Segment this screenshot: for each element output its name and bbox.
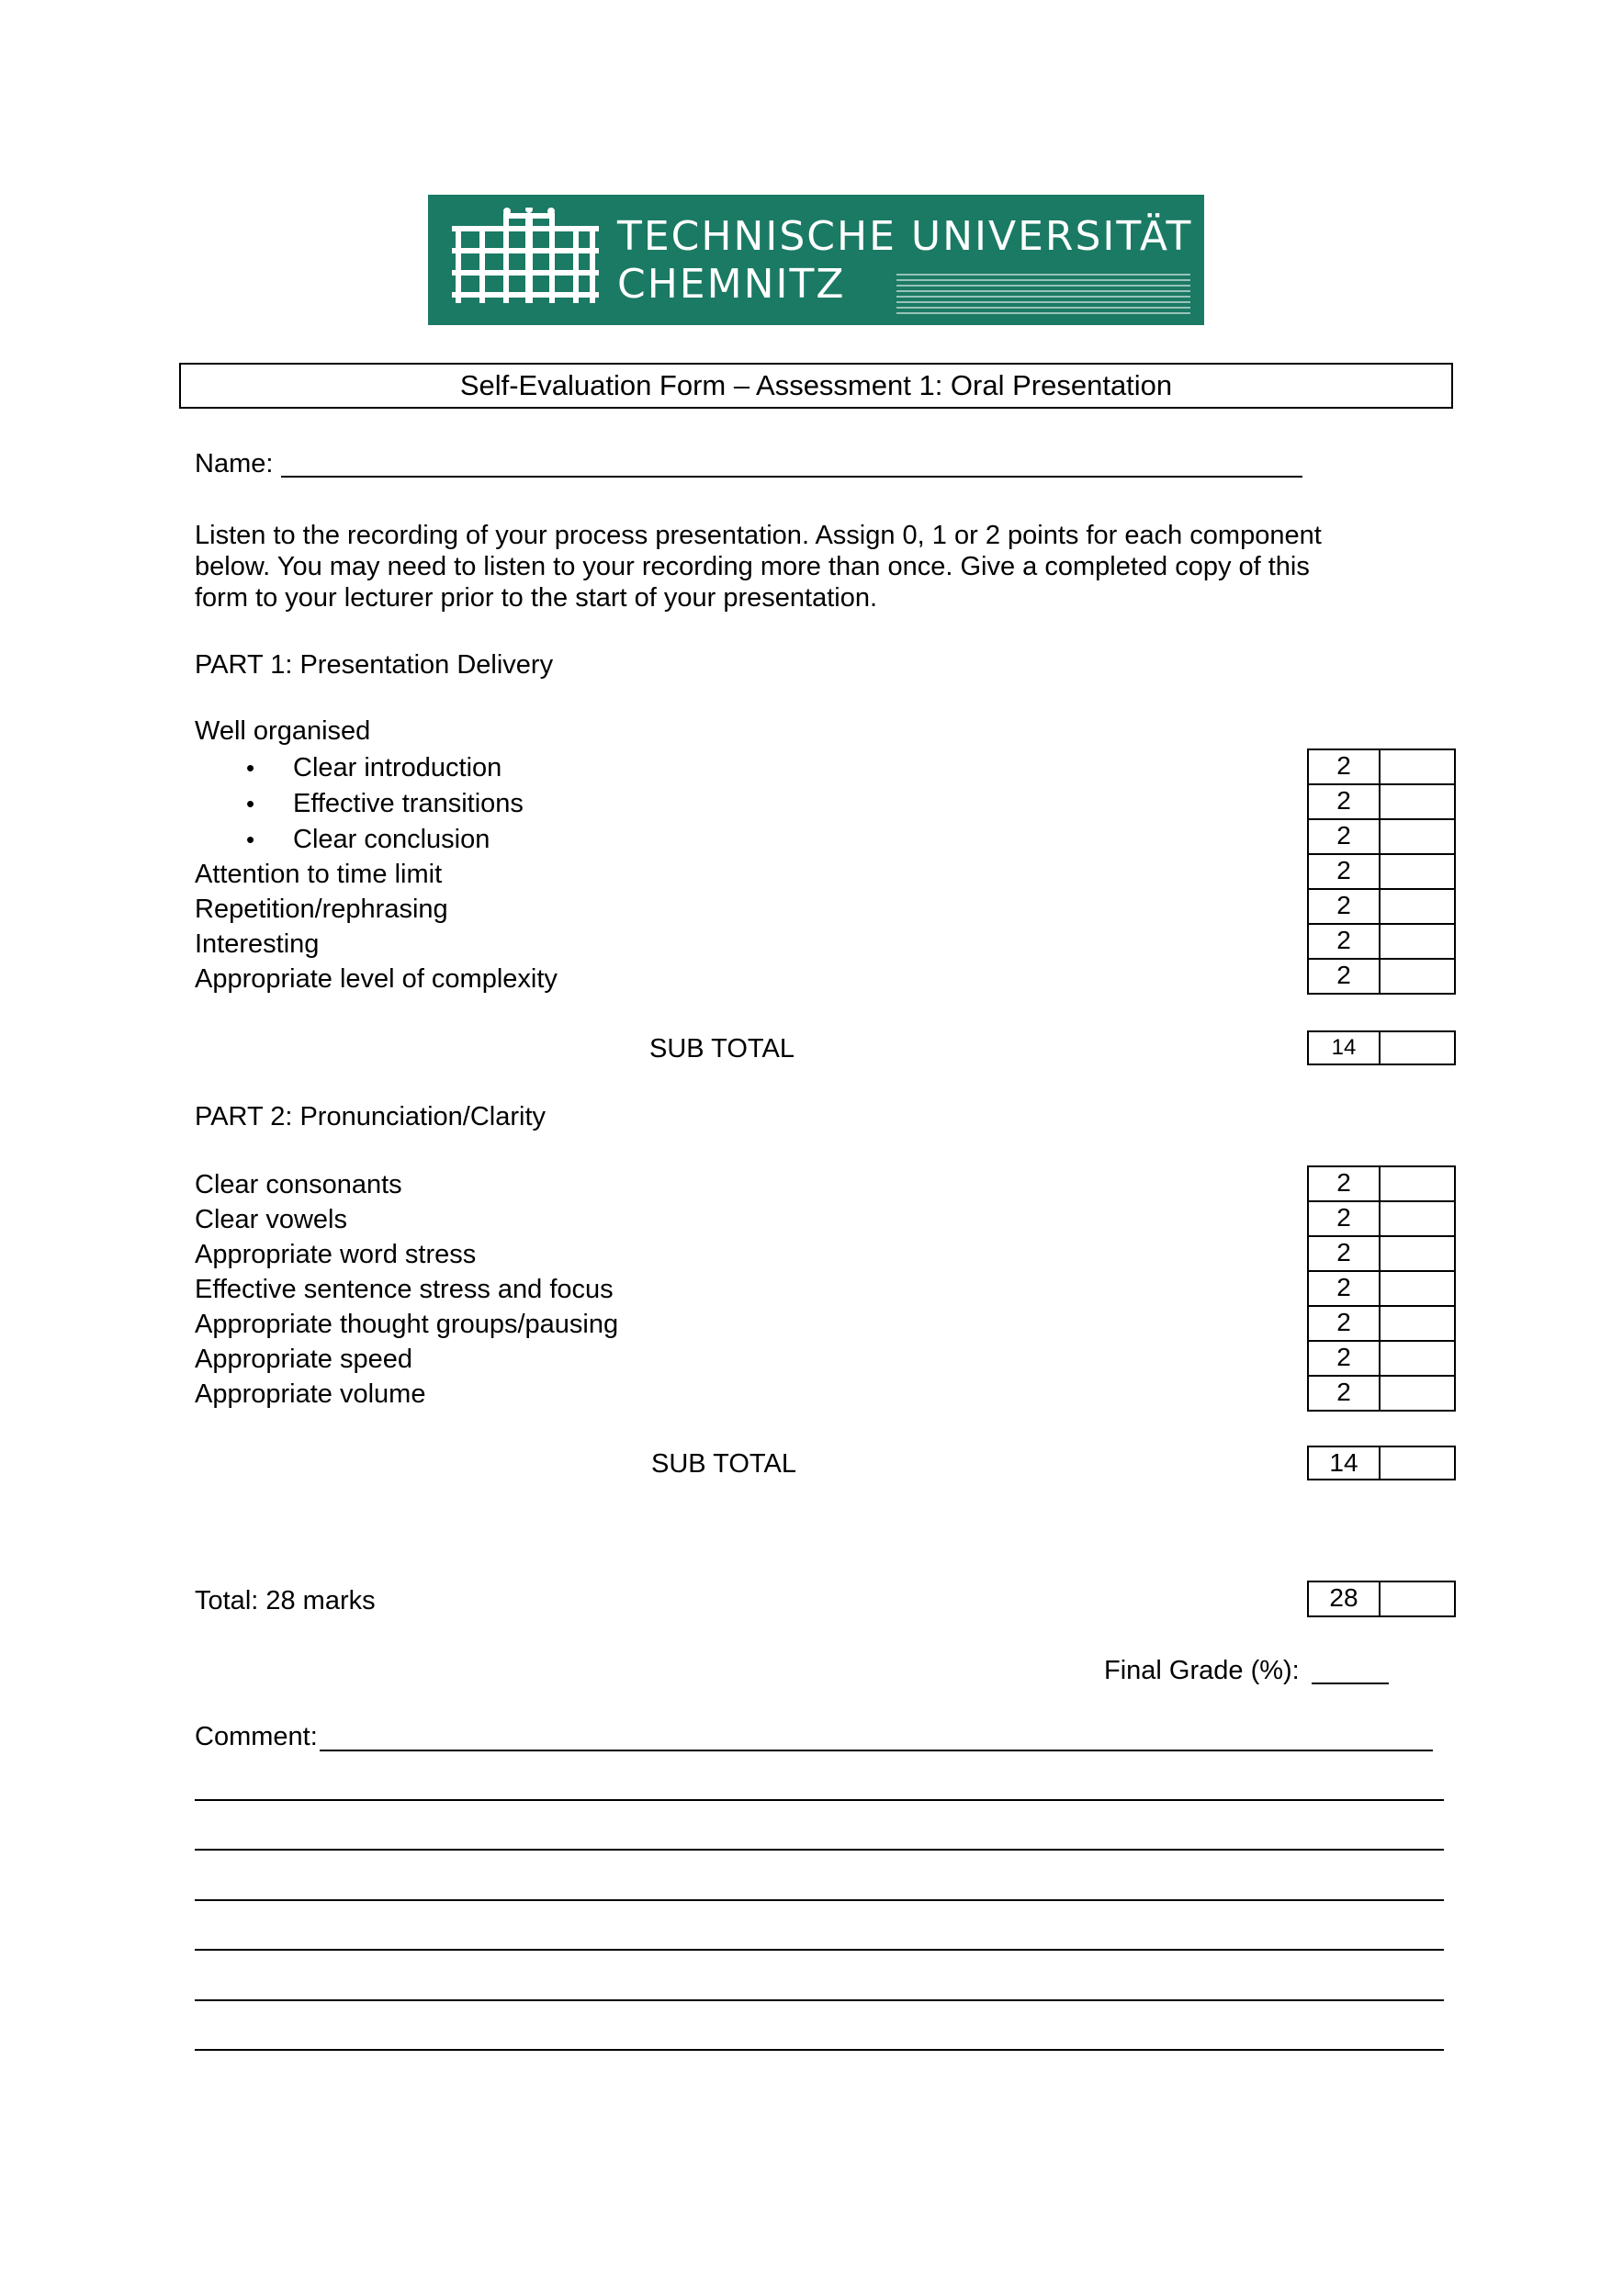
- final-grade-field[interactable]: [1312, 1683, 1389, 1684]
- part2-item-label: Clear vowels: [195, 1205, 347, 1234]
- part1-item-label: Interesting: [195, 929, 320, 959]
- subtotal-value: 14: [1309, 1447, 1381, 1479]
- final-grade-label: Final Grade (%):: [1104, 1656, 1300, 1685]
- score-value: 2: [1309, 925, 1381, 958]
- name-field[interactable]: [281, 476, 1302, 478]
- logo-stripes: [896, 274, 1190, 314]
- score-value: 2: [1309, 1307, 1381, 1340]
- comment-line[interactable]: [195, 1899, 1444, 1901]
- subtotal-box[interactable]: [1307, 1446, 1456, 1480]
- part1-item-label: Clear conclusion: [293, 825, 490, 854]
- instructions-line: form to your lecturer prior to the start of your presentation.: [195, 583, 878, 613]
- score-box[interactable]: [1307, 1375, 1456, 1412]
- score-value: 2: [1309, 1237, 1381, 1270]
- part1-item-label: Repetition/rephrasing: [195, 895, 448, 924]
- bullet-icon: •: [246, 754, 255, 782]
- score-value: 2: [1309, 750, 1381, 783]
- part1-item-label: Attention to time limit: [195, 860, 443, 889]
- part1-item-label: Appropriate level of complexity: [195, 964, 558, 994]
- part2-item-label: Appropriate thought groups/pausing: [195, 1310, 619, 1339]
- name-label: Name:: [195, 449, 274, 478]
- part2-item-label: Appropriate word stress: [195, 1240, 477, 1269]
- score-value: 2: [1309, 855, 1381, 888]
- instructions-line: below. You may need to listen to your recording more than once. Give a completed copy of this: [195, 552, 1310, 581]
- part1-item-label: Clear introduction: [293, 753, 502, 782]
- score-value: 2: [1309, 1272, 1381, 1305]
- comment-line[interactable]: [195, 1799, 1444, 1801]
- score-box[interactable]: [1307, 888, 1456, 923]
- subtotal-box[interactable]: [1307, 1030, 1456, 1065]
- total-label: Total: 28 marks: [195, 1586, 376, 1615]
- score-box[interactable]: [1307, 1305, 1456, 1340]
- score-value: 2: [1309, 1377, 1381, 1410]
- building-icon: [452, 208, 599, 312]
- part1-heading: PART 1: Presentation Delivery: [195, 650, 554, 680]
- part2-item-label: Effective sentence stress and focus: [195, 1275, 614, 1304]
- subtotal-value: 14: [1309, 1032, 1381, 1064]
- score-box[interactable]: [1307, 783, 1456, 818]
- score-box[interactable]: [1307, 1270, 1456, 1305]
- part2-item-label: Clear consonants: [195, 1170, 402, 1199]
- score-box[interactable]: [1307, 923, 1456, 958]
- score-box[interactable]: [1307, 1340, 1456, 1375]
- form-title: Self-Evaluation Form – Assessment 1: Oral Presentation: [179, 363, 1453, 409]
- score-value: 2: [1309, 820, 1381, 853]
- logo-line-2: CHEMNITZ: [617, 261, 846, 308]
- part1-group-label: Well organised: [195, 716, 371, 746]
- score-value: 2: [1309, 960, 1381, 993]
- logo-line-1: TECHNISCHE UNIVERSITÄT: [617, 213, 1193, 260]
- comment-line[interactable]: [320, 1750, 1433, 1751]
- score-box[interactable]: [1307, 958, 1456, 995]
- comment-label: Comment:: [195, 1722, 318, 1751]
- score-box[interactable]: [1307, 1200, 1456, 1235]
- comment-line[interactable]: [195, 2049, 1444, 2051]
- university-logo: [428, 195, 1204, 325]
- instructions-line: Listen to the recording of your process presentation. Assign 0, 1 or 2 points for each component: [195, 521, 1322, 550]
- score-box[interactable]: [1307, 1165, 1456, 1200]
- score-box[interactable]: [1307, 748, 1456, 783]
- part1-item-label: Effective transitions: [293, 789, 524, 818]
- total-box[interactable]: [1307, 1581, 1456, 1617]
- comment-line[interactable]: [195, 1849, 1444, 1851]
- score-box[interactable]: [1307, 818, 1456, 853]
- instructions: [195, 520, 1389, 613]
- comment-line[interactable]: [195, 1949, 1444, 1951]
- score-box[interactable]: [1307, 853, 1456, 888]
- score-value: 2: [1309, 890, 1381, 923]
- score-value: 2: [1309, 1202, 1381, 1235]
- bullet-icon: •: [246, 790, 255, 817]
- bullet-icon: •: [246, 826, 255, 853]
- score-box[interactable]: [1307, 1235, 1456, 1270]
- part2-heading: PART 2: Pronunciation/Clarity: [195, 1102, 547, 1131]
- score-value: 2: [1309, 785, 1381, 818]
- part1-subtotal-label: SUB TOTAL: [649, 1034, 795, 1064]
- comment-line[interactable]: [195, 1999, 1444, 2001]
- part2-item-label: Appropriate volume: [195, 1379, 426, 1409]
- part2-item-label: Appropriate speed: [195, 1345, 412, 1374]
- total-value: 28: [1309, 1582, 1381, 1615]
- part2-subtotal-label: SUB TOTAL: [651, 1449, 796, 1479]
- score-value: 2: [1309, 1167, 1381, 1200]
- score-value: 2: [1309, 1342, 1381, 1375]
